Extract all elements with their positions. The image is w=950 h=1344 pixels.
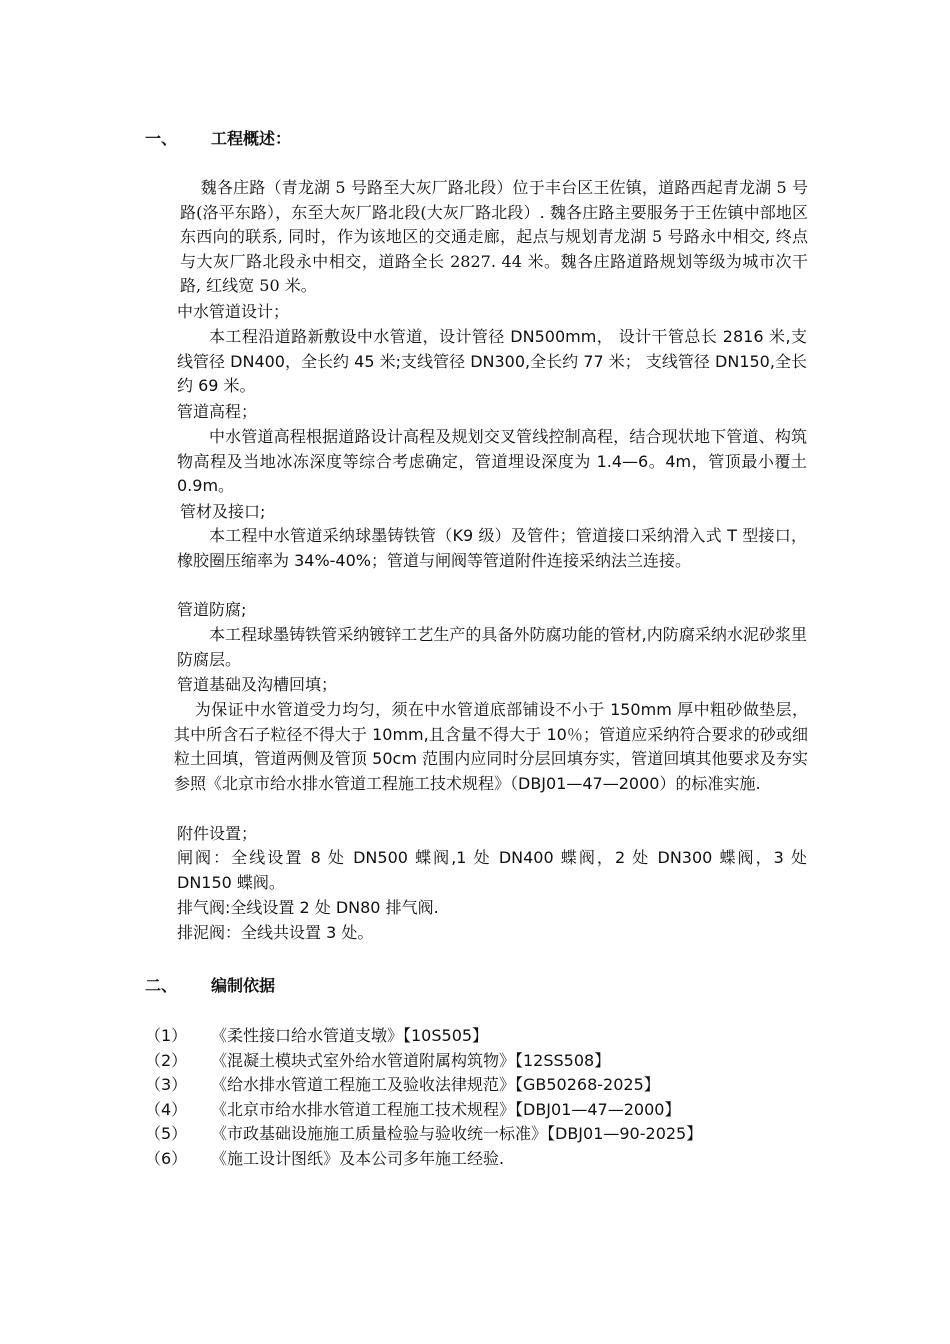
foundation-heading: 管道基础及沟槽回填； (177, 675, 338, 694)
gate-valve-text: 闸阀：全线设置 8 处 DN500 蝶阀,1 处 DN400 蝶阀，2 处 DN300 蝶阀，3 处 DN150 蝶阀。 (177, 848, 807, 892)
reference-text: 《混凝土模块式室外给水管道附属构筑物》【12SS508】 (211, 1050, 611, 1070)
drain-valve-text: 排泥阀：全线共设置 3 处。 (177, 923, 374, 942)
air-valve-text: 排气阀:全线设置 2 处 DN80 排气阀. (177, 898, 439, 917)
reference-item (145, 1024, 702, 1049)
reference-item (145, 1098, 702, 1123)
material-paragraph: 本工程中水管道采纳球墨铸铁管（K9 级）及管件；管道接口采纳滑入式 T 型接口，橡胶圈压缩率为 34%-40%；管道与闸阀等管道附件连接采纳法兰连接。 (177, 526, 807, 570)
reference-item (145, 1073, 702, 1098)
material-heading: 管材及接口; (180, 502, 266, 521)
reference-number: （2） (145, 1050, 188, 1070)
reference-number: （3） (145, 1075, 188, 1094)
reference-text: 《给水排水管道工程施工及验收法律规范》【GB50268-2025】 (211, 1075, 660, 1094)
foundation-paragraph: 为保证中水管道受力均匀，须在中水管道底部铺设不小于 150mm 厚中粗砂做垫层，其中所含石子粒径不得大于 10mm,且含量不得大于 10％；管道应采纳符合要求的砂或细粒土回填，管道两侧及管顶 50cm 范围内应同时分层回填夯实，管道回填其他要求及夯实参照《北京市给水排水管道工程施工技术规程》（DBJ01—47—2000）的标准实施. (174, 700, 808, 793)
section-heading-basis (145, 974, 275, 998)
reference-text: 《柔性接口给水管道支墩》【10S505】 (211, 1026, 489, 1045)
fittings-heading: 附件设置； (177, 824, 258, 843)
section-heading-overview (145, 127, 291, 151)
reference-list (145, 1024, 702, 1171)
section-number: 一、 (145, 129, 178, 148)
reference-text: 《北京市给水排水管道工程施工技术规程》【DBJ01—47—2000】 (211, 1099, 681, 1119)
reference-item (145, 1122, 702, 1147)
pipe-design-paragraph: 本工程沿道路新敷设中水管道，设计管径 DN500mm， 设计干管总长 2816 米,支线管径 DN400，全长约 45 米;支线管径 DN300,全长约 77 米； 支线管径 DN150,全长约 69 米。 (177, 327, 807, 395)
reference-number: （6） (145, 1148, 188, 1168)
pipe-design-heading: 中水管道设计； (177, 302, 290, 321)
overview-paragraph: 魏各庄路（青龙湖 5 号路至大灰厂路北段）位于丰台区王佐镇，道路西起青龙湖 5 号路(洛平东路），东至大灰厂路北段(大灰厂路北段）. 魏各庄路主要服务于王佐镇中部地区东西向的联系, 同时，作为该地区的交通走廊，起点与规划青龙湖 5 号路永中相交, 终点与大灰厂路北段永中相交，道路全长 2827. 44 米。魏各庄路道路规划等级为城市次干路, 红线宽 50 米。 (180, 178, 808, 295)
elevation-heading: 管道高程； (177, 402, 258, 421)
corrosion-paragraph: 本工程球墨铸铁管采纳镀锌工艺生产的具备外防腐功能的管材,内防腐采纳水泥砂浆里防腐层。 (177, 625, 807, 669)
reference-text: 《市政基础设施施工质量检验与验收统一标准》【DBJ01—90-2025】 (211, 1124, 703, 1143)
section-title: 编制依据 (211, 976, 276, 995)
reference-item (145, 1147, 702, 1172)
section-title: 工程概述： (211, 129, 292, 148)
reference-item (145, 1049, 702, 1074)
section-number: 二、 (145, 976, 178, 995)
reference-text: 《施工设计图纸》及本公司多年施工经验. (211, 1148, 505, 1168)
reference-number: （1） (145, 1026, 188, 1045)
corrosion-heading: 管道防腐; (177, 600, 247, 619)
reference-number: （5） (145, 1124, 188, 1143)
elevation-paragraph: 中水管道高程根据道路设计高程及规划交叉管线控制高程，结合现状地下管道、构筑物高程及当地冰冻深度等综合考虑确定，管道埋设深度为 1.4—6。4m，管顶最小覆土 0.9m。 (177, 427, 807, 495)
reference-number: （4） (145, 1099, 188, 1119)
